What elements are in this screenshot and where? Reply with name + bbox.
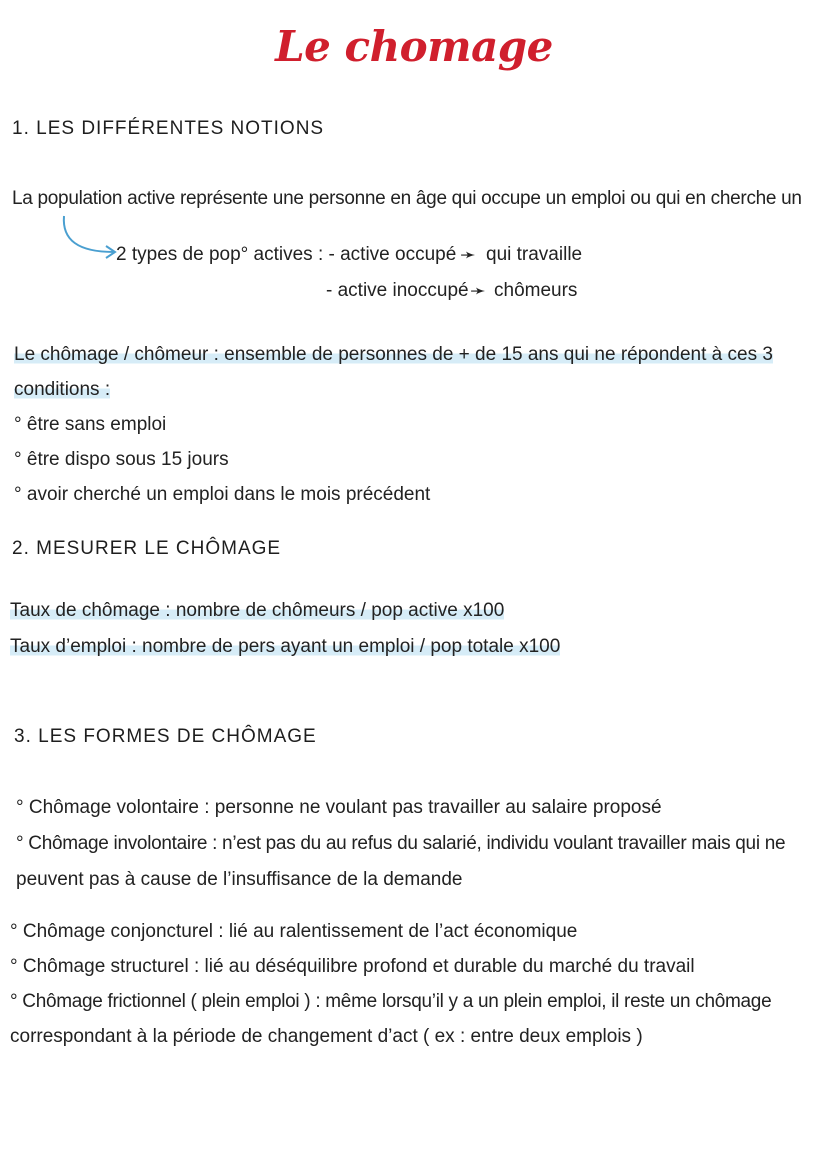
conditions-label-text: conditions : [14,379,111,400]
chomage-involontaire: ° Chômage involontaire : n’est pas du au refus du salarié, individu voulant travailler mais qui ne [16,833,786,854]
chomage-definition [14,344,773,366]
condition-item: ° être sans emploi [14,414,167,435]
chomage-involontaire-cont: peuvent pas à cause de l’insuffisance de la demande [16,869,463,890]
types-population-active: 2 types de pop° actives : - active occupé [116,244,457,265]
section-3-heading: 3. LES FORMES DE CHÔMAGE [14,726,317,747]
page-title: Le chomage [275,22,553,71]
chomage-frictionnel: ° Chômage frictionnel ( plein emploi ) : même lorsqu’il y a un plein emploi, il reste un chômage [10,991,772,1012]
chomage-definition-text: Le chômage / chômeur : ensemble de personnes de + de 15 ans qui ne répondent à ces 3 [14,344,773,365]
chomage-volontaire: ° Chômage volontaire : personne ne voulant pas travailler au salaire proposé [16,797,662,818]
taux-emploi-text: Taux d’emploi : nombre de pers ayant un emploi / pop totale x100 [10,636,561,657]
condition-item: ° être dispo sous 15 jours [14,449,229,470]
section-1-heading: 1. LES DIFFÉRENTES NOTIONS [12,118,325,139]
population-active-definition: La population active représente une personne en âge qui occupe un emploi ou qui en cherche un [12,188,802,209]
taux-chomage [10,600,504,622]
conditions-label [14,379,110,401]
active-inoccupe: - active inoccupé [326,280,469,301]
chomage-frictionnel-cont: correspondant à la période de changement d’act ( ex : entre deux emplois ) [10,1026,643,1047]
chomage-conjoncturel: ° Chômage conjoncturel : lié au ralentissement de l’act économique [10,921,578,942]
taux-emploi [10,636,560,658]
chomage-structurel: ° Chômage structurel : lié au déséquilibre profond et durable du marché du travail [10,956,695,977]
section-2-heading: 2. MESURER LE CHÔMAGE [12,538,282,559]
taux-chomage-text: Taux de chômage : nombre de chômeurs / pop active x100 [10,600,505,621]
arrow-right-icon: ➛ [460,245,476,266]
curved-arrow-icon [60,212,120,262]
occupied-result: qui travaille [486,244,583,265]
arrow-right-icon: ➛ [470,281,486,302]
inactive-result: chômeurs [494,280,578,301]
condition-item: ° avoir cherché un emploi dans le mois précédent [14,484,431,505]
